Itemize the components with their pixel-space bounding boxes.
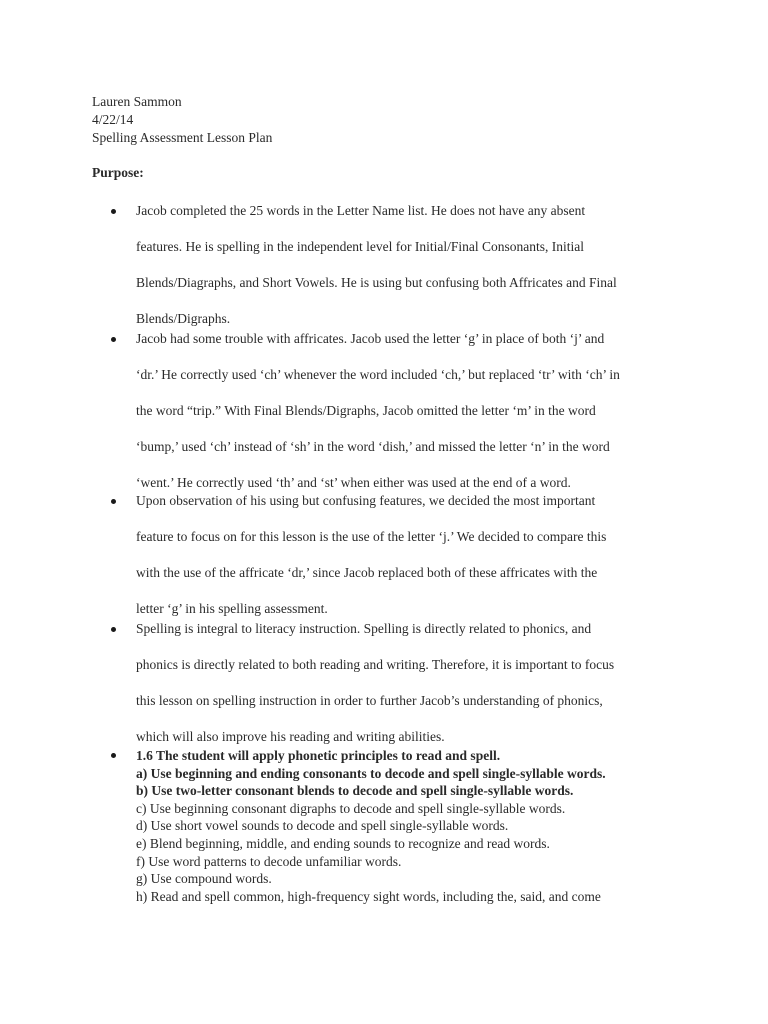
purpose-heading: Purpose: <box>92 165 144 180</box>
bullet-item <box>136 492 676 618</box>
bullet-line: with the use of the affricate ‘dr,’ since Jacob replaced both of these affricates with the <box>136 565 598 580</box>
bullet-dot-icon <box>111 627 116 632</box>
bullet-line: letter ‘g’ in his spelling assessment. <box>136 601 328 616</box>
standards-bullet <box>136 747 696 905</box>
bullet-line: features. He is spelling in the independent level for Initial/Final Consonants, Initial <box>136 239 585 254</box>
bullet-line: ‘bump,’ used ‘ch’ instead of ‘sh’ in the word ‘dish,’ and missed the letter ‘n’ in the word <box>136 439 610 454</box>
bullet-line: which will also improve his reading and writing abilities. <box>136 729 445 744</box>
standard-objective: g) Use compound words. <box>136 871 272 887</box>
bullet-item <box>136 330 676 492</box>
standard-objective: a) Use beginning and ending consonants to decode and spell single-syllable words. <box>136 765 606 781</box>
bullet-item <box>136 620 676 746</box>
bullet-dot-icon <box>111 499 116 504</box>
bullet-line: this lesson on spelling instruction in order to further Jacob’s understanding of phonics, <box>136 693 603 708</box>
bullet-line: Spelling is integral to literacy instruction. Spelling is directly related to phonics, and <box>136 621 592 636</box>
bullet-line: feature to focus on for this lesson is the use of the letter ‘j.’ We decided to compare this <box>136 529 607 544</box>
author-name: Lauren Sammon <box>92 94 182 109</box>
standard-objective: c) Use beginning consonant digraphs to decode and spell single-syllable words. <box>136 800 566 816</box>
standard-objective: e) Blend beginning, middle, and ending sounds to recognize and read words. <box>136 835 550 851</box>
bullet-line: the word “trip.” With Final Blends/Digraphs, Jacob omitted the letter ‘m’ in the word <box>136 403 596 418</box>
bullet-line: ‘dr.’ He correctly used ‘ch’ whenever the word included ‘ch,’ but replaced ‘tr’ with ‘ch’ in <box>136 367 620 382</box>
document-date: 4/22/14 <box>92 112 134 127</box>
document-header <box>92 93 272 147</box>
bullet-dot-icon <box>111 753 116 758</box>
bullet-line: Blends/Digraphs. <box>136 311 231 326</box>
bullet-dot-icon <box>111 337 116 342</box>
bullet-dot-icon <box>111 209 116 214</box>
standard-objective: h) Read and spell common, high-frequency sight words, including the, said, and come <box>136 888 601 904</box>
standard-objective: b) Use two-letter consonant blends to decode and spell single-syllable words. <box>136 783 574 799</box>
document-title: Spelling Assessment Lesson Plan <box>92 130 273 145</box>
bullet-item <box>136 202 676 328</box>
bullet-line: Upon observation of his using but confusing features, we decided the most important <box>136 493 596 508</box>
bullet-line: Jacob had some trouble with affricates. Jacob used the letter ‘g’ in place of both ‘j’ and <box>136 331 605 346</box>
standard-objective: d) Use short vowel sounds to decode and spell single-syllable words. <box>136 818 509 834</box>
bullet-line: ‘went.’ He correctly used ‘th’ and ‘st’ when either was used at the end of a word. <box>136 475 571 490</box>
bullet-line: phonics is directly related to both reading and writing. Therefore, it is important to focus <box>136 657 615 672</box>
bullet-line: Blends/Diagraphs, and Short Vowels. He is using but confusing both Affricates and Final <box>136 275 617 290</box>
standard-objective: f) Use word patterns to decode unfamiliar words. <box>136 853 402 869</box>
bullet-line: Jacob completed the 25 words in the Letter Name list. He does not have any absent <box>136 203 586 218</box>
standard-heading: 1.6 The student will apply phonetic principles to read and spell. <box>136 748 501 763</box>
